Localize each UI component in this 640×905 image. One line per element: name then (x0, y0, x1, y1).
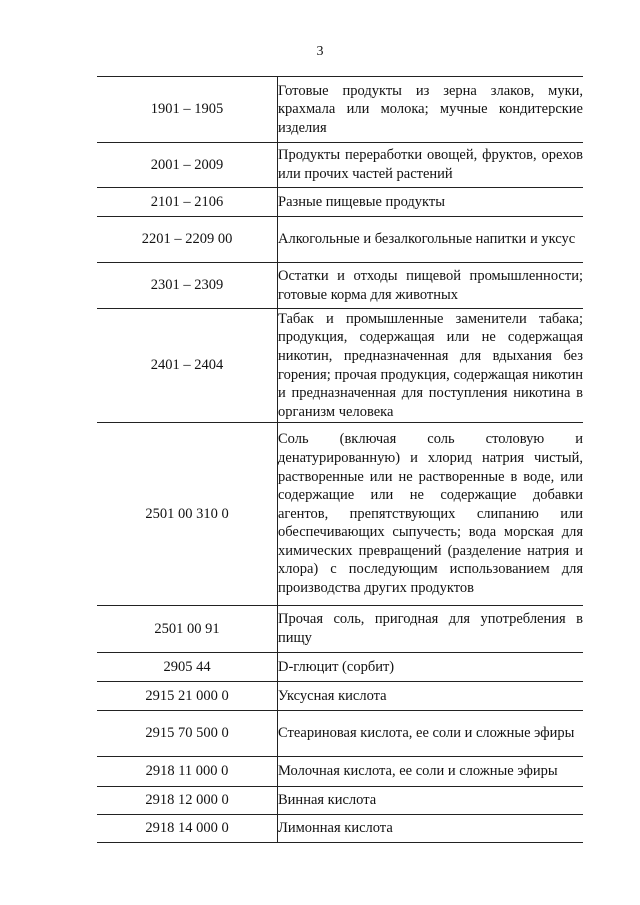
description-cell: Разные пищевые продукты (278, 188, 584, 217)
code-cell: 2918 14 000 0 (97, 815, 278, 843)
code-cell: 2001 – 2009 (97, 143, 278, 188)
table-row (97, 757, 583, 787)
code-cell: 2301 – 2309 (97, 263, 278, 309)
table-row (97, 787, 583, 815)
description-cell: Продукты переработки овощей, фруктов, орехов или прочих частей растений (278, 143, 584, 188)
table-row (97, 263, 583, 309)
description-cell: Алкогольные и безалкогольные напитки и уксус (278, 217, 584, 263)
code-cell: 2905 44 (97, 653, 278, 682)
code-cell: 2501 00 91 (97, 606, 278, 653)
description-cell: Остатки и отходы пищевой промышленности; готовые корма для животных (278, 263, 584, 309)
code-cell: 2401 – 2404 (97, 309, 278, 423)
description-cell: D-глюцит (сорбит) (278, 653, 584, 682)
code-cell: 2501 00 310 0 (97, 423, 278, 606)
table-row (97, 77, 583, 143)
customs-codes-table (97, 76, 583, 843)
table-row (97, 309, 583, 423)
code-cell: 2101 – 2106 (97, 188, 278, 217)
description-cell: Готовые продукты из зерна злаков, муки, крахмала или молока; мучные кондитерские изделия (278, 77, 584, 143)
description-cell: Винная кислота (278, 787, 584, 815)
table-row (97, 653, 583, 682)
table-row (97, 143, 583, 188)
code-cell: 1901 – 1905 (97, 77, 278, 143)
description-cell: Прочая соль, пригодная для употребления в пищу (278, 606, 584, 653)
table-row (97, 682, 583, 711)
code-cell: 2915 21 000 0 (97, 682, 278, 711)
table-row (97, 606, 583, 653)
table-row (97, 423, 583, 606)
code-cell: 2201 – 2209 00 (97, 217, 278, 263)
code-cell: 2915 70 500 0 (97, 711, 278, 757)
description-cell: Молочная кислота, ее соли и сложные эфиры (278, 757, 584, 787)
description-cell: Табак и промышленные заменители табака; продукция, содержащая или не содержащая никотин, предназначенная для вдыхания без горения; прочая продукция, содержащая никотин и предназначенная для поступления никотина в организм человека (278, 309, 584, 423)
code-cell: 2918 11 000 0 (97, 757, 278, 787)
table-row (97, 815, 583, 843)
description-cell: Стеариновая кислота, ее соли и сложные эфиры (278, 711, 584, 757)
description-cell: Лимонная кислота (278, 815, 584, 843)
page-number: 3 (316, 44, 324, 59)
table-row (97, 217, 583, 263)
description-cell: Уксусная кислота (278, 682, 584, 711)
table-row (97, 711, 583, 757)
description-cell: Соль (включая соль столовую и денатурированную) и хлорид натрия чистый, растворенные или не растворенные в воде, или содержащие или не содержащие добавки агентов, препятствующих слипанию или обеспечивающих сыпучесть; вода морская для химических превращений (разделение натрия и хлора) с последующим использованием для производства других продуктов (278, 423, 584, 606)
table-row (97, 188, 583, 217)
code-cell: 2918 12 000 0 (97, 787, 278, 815)
